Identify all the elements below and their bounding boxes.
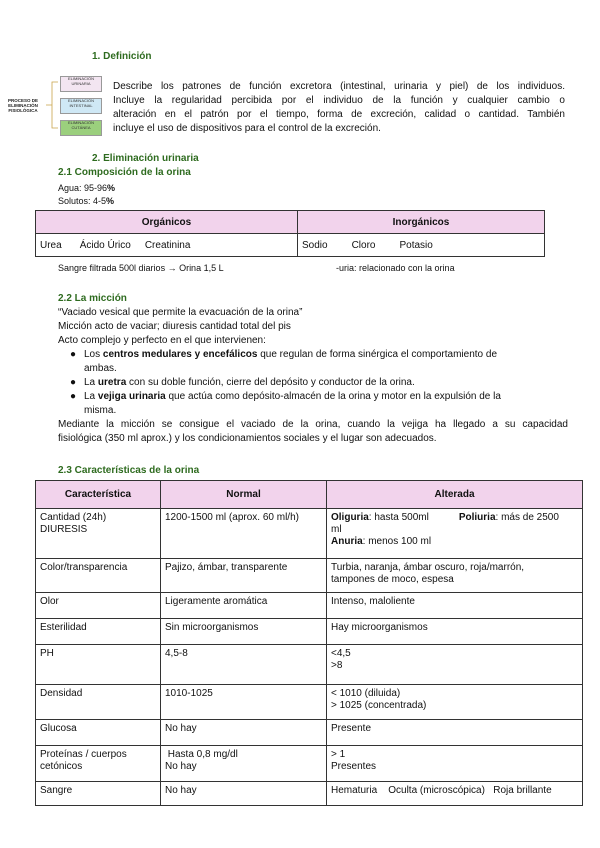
- definition-paragraph: [113, 80, 565, 136]
- diagram-box-urinaria: ELIMINACIÓN URINARIA: [60, 76, 102, 92]
- table2-cell: Oliguria: hasta 500ml Poliuria: más de 2500 ml Anuria: menos 100 ml: [327, 509, 583, 559]
- table2-cell: Pajizo, ámbar, transparente: [161, 559, 327, 593]
- table2-header: Alterada: [327, 481, 583, 509]
- table2-cell: Olor: [36, 593, 161, 619]
- table2-cell: Color/transparencia: [36, 559, 161, 593]
- table2-cell: Hasta 0,8 mg/dl No hay: [161, 746, 327, 782]
- miccion-bullets: [58, 348, 568, 418]
- table-row: [36, 559, 583, 593]
- diagram-box-cutanea: ELIMINACIÓN CUTÁNEA: [60, 120, 102, 136]
- bullet-item: ● La vejiga urinaria que actúa como depósito-almacén de la orina y motor en la expulsión de la misma.: [70, 391, 501, 416]
- table1-header-inorganicos: Inorgánicos: [298, 211, 545, 234]
- closing-line: fisiológica (350 ml aprox.) y los condicionamientos sociales y el lugar son adecuados.: [58, 433, 437, 444]
- agua-label: Agua: 95-96: [58, 183, 108, 193]
- bullet-item: ● Los centros medulares y encefálicos que regulan de forma sinérgica el comportamiento de ambas.: [70, 349, 498, 374]
- table1-inorganicos-cell: [298, 234, 545, 257]
- subsection-2-1-heading: 2.1 Composición de la orina: [58, 167, 191, 178]
- table-row: [36, 746, 583, 782]
- table2-cell: No hay: [161, 782, 327, 806]
- section-1-heading: 1. Definición: [92, 51, 152, 62]
- miccion-block: [58, 306, 568, 446]
- subsection-2-3-heading: 2.3 Características de la orina: [58, 465, 200, 476]
- table2-cell: Cantidad (24h) DIURESIS: [36, 509, 161, 559]
- definition-line: alteración en el patrón por el tiempo, forma de excreción, calidad o cantidad. También: [113, 109, 565, 120]
- table-row: [36, 782, 583, 806]
- table2-cell: Sangre: [36, 782, 161, 806]
- table1-organico: Creatinina: [144, 239, 191, 251]
- table1-organico: Ácido Úrico: [79, 239, 131, 251]
- diagram-bracket: [44, 76, 60, 136]
- table-row: [36, 619, 583, 645]
- solutos-line: [58, 195, 114, 207]
- agua-line: [58, 182, 115, 194]
- table2-header: Característica: [36, 481, 161, 509]
- composition-table: [35, 210, 545, 257]
- table2-cell: Hay microorganismos: [327, 619, 583, 645]
- miccion-line: Micción acto de vaciar; diuresis cantidad total del pis: [58, 321, 291, 332]
- diagram-root-label: PROCESO DE ELIMINACIÓN FISIOLÓGICA: [7, 98, 38, 113]
- note-sangre-filtrada: Sangre filtrada 500l diarios → Orina 1,5 L: [58, 263, 224, 273]
- definition-line: Describe los patrones de función excretora (intestinal, urinaria y piel) de los individuos.: [113, 81, 565, 92]
- table2-cell: 1200-1500 ml (aprox. 60 ml/h): [161, 509, 327, 559]
- table2-cell: Intenso, maloliente: [327, 593, 583, 619]
- table2-cell: No hay: [161, 720, 327, 746]
- table2-cell: 4,5-8: [161, 645, 327, 685]
- table-row: [36, 720, 583, 746]
- miccion-quote: “Vaciado vesical que permite la evacuación de la orina”: [58, 307, 303, 318]
- table1-organicos-cell: [36, 234, 298, 257]
- agua-percent: %: [107, 183, 116, 193]
- section-2-heading: 2. Eliminación urinaria: [92, 153, 199, 164]
- table1-organico: Urea: [40, 239, 62, 251]
- table2-cell: Hematuria Oculta (microscópica) Roja brillante: [327, 782, 583, 806]
- solutos-label: Solutos: 4-5: [58, 196, 107, 206]
- miccion-line: Acto complejo y perfecto en el que intervienen:: [58, 335, 266, 346]
- table2-cell: < 1010 (diluida) > 1025 (concentrada): [327, 685, 583, 720]
- table2-cell: Proteínas / cuerpos cetónicos: [36, 746, 161, 782]
- diagram-box-intestinal: ELIMINACIÓN INTESTINAL: [60, 98, 102, 114]
- table2-cell: > 1 Presentes: [327, 746, 583, 782]
- table-row: [36, 645, 583, 685]
- table2-cell: Esterilidad: [36, 619, 161, 645]
- table1-header-organicos: Orgánicos: [36, 211, 298, 234]
- table2-cell: 1010-1025: [161, 685, 327, 720]
- table2-cell: Sin microorganismos: [161, 619, 327, 645]
- table2-cell: Turbia, naranja, ámbar oscuro, roja/marrón, tampones de moco, espesa: [327, 559, 583, 593]
- bullet-item: ● La uretra con su doble función, cierre del depósito y conductor de la orina.: [70, 377, 415, 388]
- subsection-2-2-heading: 2.2 La micción: [58, 293, 127, 304]
- table-row: [36, 685, 583, 720]
- closing-line: Mediante la micción se consigue el vaciado de la orina, cuando la vejiga ha llegado a su capacidad: [58, 419, 568, 430]
- table2-cell: <4,5 >8: [327, 645, 583, 685]
- note-uria: -uria: relacionado con la orina: [336, 263, 455, 273]
- table2-header: Normal: [161, 481, 327, 509]
- elimination-diagram: [0, 76, 110, 136]
- solutos-percent: %: [106, 196, 115, 206]
- table1-inorganico: Sodio: [302, 239, 328, 251]
- table2-cell: Ligeramente aromática: [161, 593, 327, 619]
- table2-cell: PH: [36, 645, 161, 685]
- table1-inorganico: Cloro: [351, 239, 376, 251]
- table-row: [36, 593, 583, 619]
- table-row: [36, 509, 583, 559]
- characteristics-table: [35, 480, 583, 806]
- table2-cell: Densidad: [36, 685, 161, 720]
- table2-cell: Presente: [327, 720, 583, 746]
- definition-line: Incluye la regularidad percibida por el individuo de la función y cualquier cambio o: [113, 95, 565, 106]
- table2-cell: Glucosa: [36, 720, 161, 746]
- table1-inorganico: Potasio: [399, 239, 433, 251]
- definition-line: incluye el uso de dispositivos para el control de la excreción.: [113, 123, 381, 134]
